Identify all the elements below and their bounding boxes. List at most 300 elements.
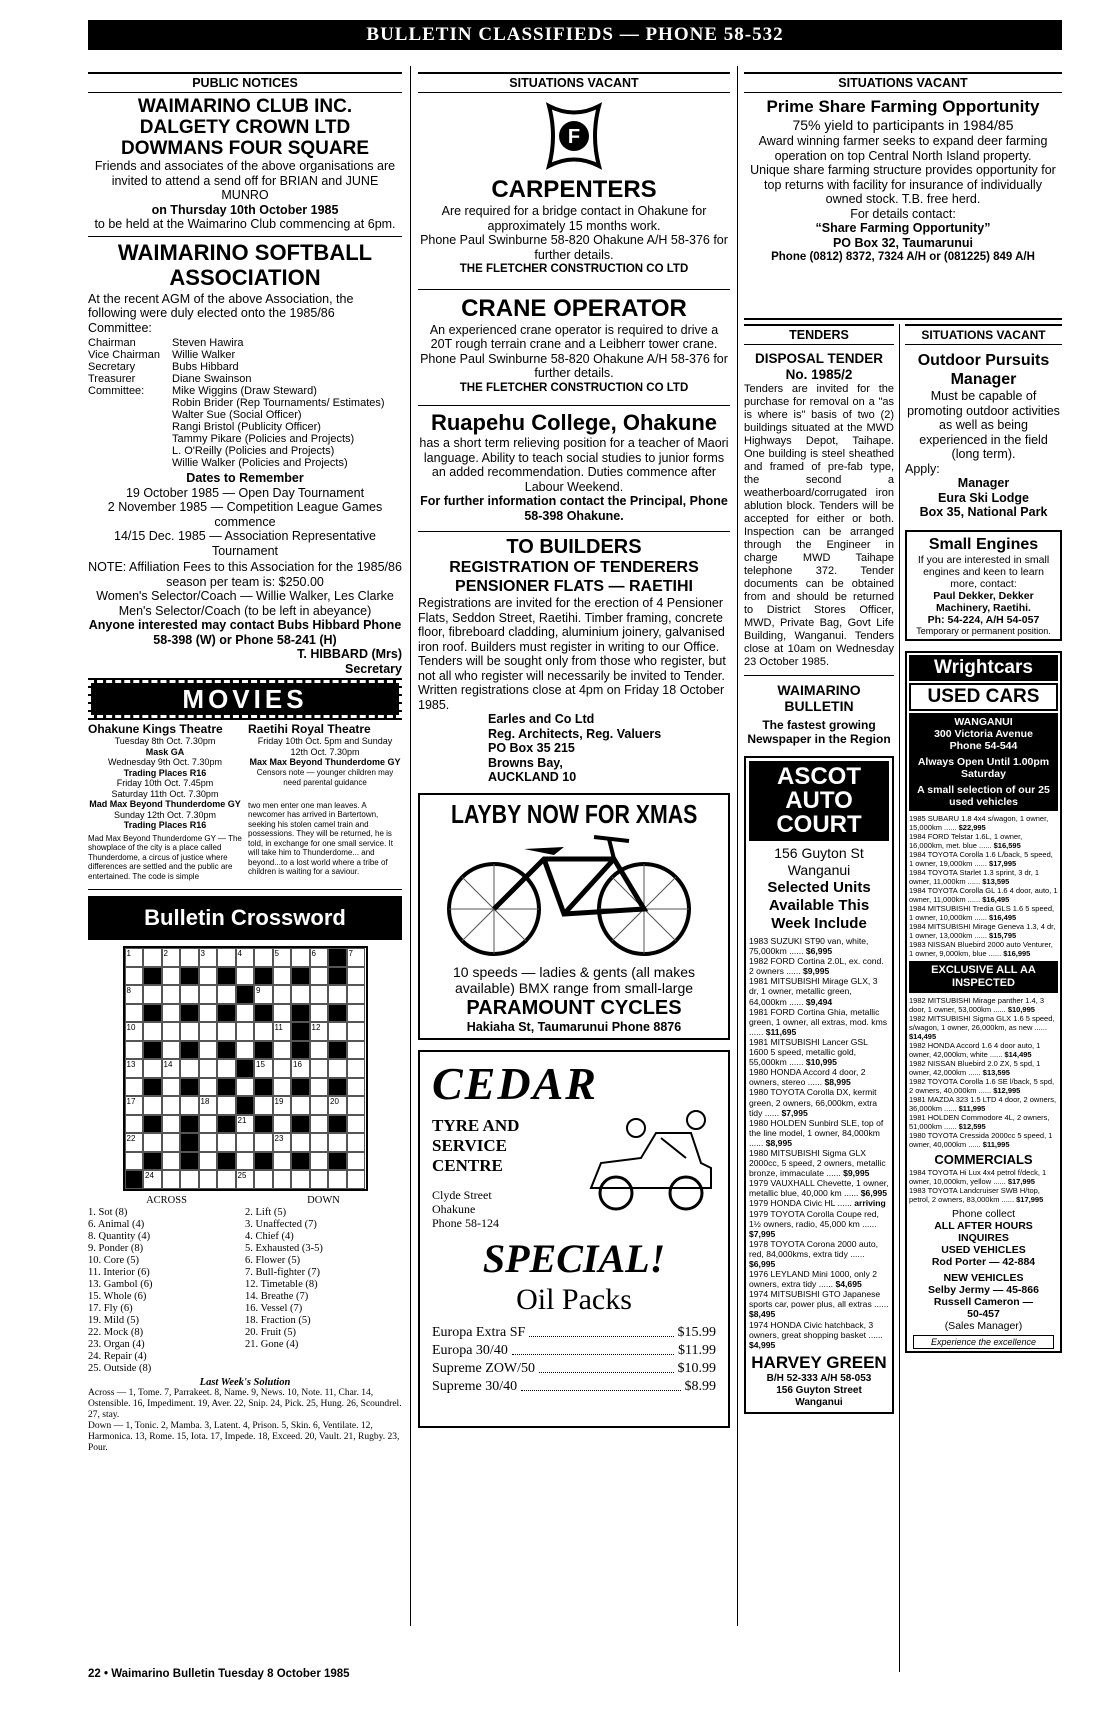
officer-role [88,445,172,457]
crossword-cell [143,948,162,967]
date-2: 2 November 1985 — Competition League Games commence [107,500,383,529]
crossword-cell [217,1133,236,1152]
car-listing: 1984 TOYOTA Corolla 1.6 L/back, 5 speed, 1 owner, 19,000km ...... $17,995 [909,850,1053,868]
crossword-cell [347,1041,366,1060]
car-description: 1982 NISSAN Bluebird 2.0 ZX, 5 spd, 1 owner, 42,000km [909,1059,1041,1077]
crossword-cell [180,1059,199,1078]
crossword-block [236,1059,255,1078]
column-divider [410,66,411,1626]
crossword-cell [347,967,366,986]
ad-note: Temporary or permanent position. [916,625,1051,636]
vintage-car-illustration [581,1108,716,1218]
crossword-block [291,1115,310,1134]
car-listing: 1976 LEYLAND Mini 1000, only 2 owners, extra tidy ...... $4,695 [749,1269,878,1290]
crane-operator-ad [418,295,730,396]
wrightcars-inspected-list [909,996,1058,1149]
crossword-cell [125,1078,144,1097]
crossword-cell [347,948,366,967]
officer-row [88,445,402,457]
crossword-cell [162,1096,181,1115]
ad-deadline: Written registrations close at 4pm on Friday 18 October 1985. [418,683,725,712]
crossword-cell [199,1133,218,1152]
crossword-cell [254,1059,273,1078]
crossword-number: 16 [293,1060,302,1069]
crossword-cell [310,1096,329,1115]
officer-row [88,457,402,469]
opening-hours: Always Open Until 1.00pm Saturday [917,756,1050,780]
down-heading: DOWN [307,1194,340,1206]
crossword-cell [347,1022,366,1041]
crossword-cell [125,985,144,1004]
crossword-number: 24 [145,1171,154,1180]
crossword-number: 19 [274,1097,284,1106]
car-listing: 1982 HONDA Accord 1.6 4 door auto, 1 owner, 42,000km, white ...... $14,495 [909,1041,1041,1059]
car-listing: 1979 HONDA Civic HL ...... arriving [749,1198,886,1209]
crossword-block [180,1004,199,1023]
contact-line: Selby Jermy — 45-866 [928,1284,1039,1296]
across-clue: 10. Core (5) [88,1254,140,1266]
dealer-name: HARVEY GREEN [751,1352,887,1372]
car-listing: 1981 MITSUBISHI Mirage GLX, 3 dr, 1 owner, metallic green, 64,000km ...... $9,494 [749,976,878,1007]
car-listing: 1974 MITSUBISHI GTO Japanese sports car, power plus, all extras ...... $8,495 [749,1289,889,1320]
crossword-cell [199,1170,218,1189]
car-listing: 1981 MITSUBISHI Lancer GSL 1600 5 speed, metallic gold, 55,000km ...... $10,995 [749,1036,868,1068]
fletcher-logo [418,101,730,176]
car-description: 1980 TOYOTA Cressida 2000cc 5 speed, 1 owner, 40,000km [909,1131,1053,1149]
crossword-cell [328,985,347,1004]
car-price: $12,995 [993,1086,1021,1095]
car-listing: 1983 SUZUKI ST90 van, white, 75,000km ...... $6,995 [749,936,869,957]
car-price: $9,995 [802,966,830,977]
crossword-block [180,1152,199,1171]
car-listing: 1980 HONDA Accord 4 door, 2 owners, stereo ...... $8,995 [749,1067,866,1088]
car-description: 1981 HOLDEN Commodore 4L, 2 owners, 51,000km [909,1113,1050,1131]
car-price: $11,695 [765,1026,797,1037]
car-description: 1984 MITSUBISHI Mirage Geneva 1.3, 4 dr, 1 owner, 13,000km [909,922,1056,940]
across-clue: 17. Fly (6) [88,1302,133,1314]
wrightcars-list [909,814,1058,958]
car-listing: 1981 HOLDEN Commodore 4L, 2 owners, 51,000km ...... $12,595 [909,1113,1050,1131]
crossword-block [125,1170,144,1189]
ad-heading: Selected Units Available This Week Include [767,879,871,932]
car-price: $6,995 [805,946,833,957]
car-description: 1981 MAZDA 323 1.5 LTD 4 door, 2 owners, 36,000km [909,1095,1057,1113]
car-description: 1979 HONDA Civic HL [749,1198,836,1209]
car-listing: 1984 MITSUBISHI Mirage Geneva 1.3, 4 dr, 1 owner, 13,000km ...... $15,795 [909,922,1056,940]
down-clue: 7. Bull-fighter (7) [245,1266,320,1278]
showtime: Wednesday 9th Oct. 7.30pm [108,757,222,767]
crossword-number: 5 [274,949,279,958]
officer-row [88,409,402,421]
crossword-number: 11 [274,1023,283,1032]
commercials-heading: COMMERCIALS [934,1152,1033,1167]
wrightcars-commercials-list [909,1168,1058,1204]
ad-title: CRANE OPERATOR [461,294,687,322]
crossword-cell [180,1096,199,1115]
ad-title: Small Engines [928,535,1039,553]
ad-subtitle: REGISTRATION OF TENDERERS [449,559,699,576]
officer-name: Rangi Bristol (Publicity Officer) [172,421,321,433]
car-price: $16,495 [989,913,1017,922]
shop-name: PARAMOUNT CYCLES [466,996,682,1019]
solution-across: Across — 1, Tome. 7, Parrakeet. 8, Name. 9, News. 10, Note. 11, Char. 14, Ostensible. 16, Impediment. 19, Aver. 22, Snip. 24, Pick. 25, Hung. 26, Scoundrel. 27, stay. [88,1387,402,1420]
crossword-cell [199,1078,218,1097]
ohakune-theatre [88,722,242,881]
car-price: $13,595 [982,877,1010,886]
crossword-section [88,889,402,1454]
crossword-block [217,1078,236,1097]
ad-address: Manager [957,476,1010,490]
crossword-number: 25 [237,1171,247,1180]
theatre-name: Ohakune Kings Theatre [88,722,223,736]
film-title: Mad Max Beyond Thunderdome GY [89,799,241,809]
car-description: 1980 HONDA Accord 4 door, 2 owners, stereo [749,1067,866,1088]
crossword-number: 15 [256,1060,265,1069]
crossword-number: 20 [330,1097,339,1106]
car-price: $9,995 [843,1168,870,1179]
car-price: $10,995 [1007,1005,1035,1014]
car-description: 1979 TOYOTA Corolla Coupe red, 1½ owners, radio, 45,000 km [749,1208,879,1229]
car-description: 1984 TOYOTA Starlet 1.3 sprint, 3 dr, 1 owner, 11,000km [909,868,1040,886]
dealer-city: WANGANUI [954,716,1013,728]
crossword-cell [125,1041,144,1060]
situations-vacant-column [418,72,730,1632]
car-listing: 1974 HONDA Civic hatchback, 3 owners, great shopping basket ...... $4,995 [749,1319,883,1350]
oil-name: Europa 30/40 [432,1343,508,1358]
down-clue: 14. Breathe (7) [245,1290,309,1302]
signatory: T. HIBBARD (Mrs) [297,647,402,661]
ad-contact: For further information contact the Principal, Phone 58-398 Ohakune. [420,494,728,523]
crossword-cell [217,1170,236,1189]
crossword-cell [254,985,273,1004]
crossword-block [143,967,162,986]
crossword-block [180,1133,199,1152]
crossword-cell [199,948,218,967]
crossword-cell [347,1133,366,1152]
club-title-2: DALGETY CROWN LTD [139,117,351,138]
car-price: $8,995 [765,1137,793,1148]
crossword-block [143,1078,162,1097]
right-sub-column [905,324,1062,1353]
officer-role [88,433,172,445]
ad-subtitle: TYRE AND [432,1116,520,1135]
car-price: $8,995 [824,1077,851,1088]
crossword-cell [236,1170,255,1189]
officer-role: Chairman [88,337,136,349]
crossword-cell [310,1115,329,1134]
showtime: Saturday 11th Oct. 7.30pm [111,788,219,799]
car-description: 1974 MITSUBISHI GTO Japanese sports car, power plus, all extras [749,1289,881,1310]
oil-price-row [432,1342,716,1360]
raetihi-theatre [248,722,402,881]
crossword-cell [217,948,236,967]
fees-note: NOTE: Affiliation Fees to this Association for the 1985/86 season per team is: $250.00 [88,560,402,589]
page-header: BULLETIN CLASSIFIEDS — PHONE 58-532 [88,20,1062,50]
car-price: $17,995 [1007,1177,1035,1186]
theatre-name: Raetihi Royal Theatre [248,722,371,736]
car-description: 1982 HONDA Accord 1.6 4 door auto, 1 owner, 42,000km, white [909,1041,1041,1059]
crossword-block [328,1041,347,1060]
contact-line: USED VEHICLES [941,1244,1026,1256]
showtime: Sunday 12th Oct. 7.30pm [113,809,217,820]
crossword-cell [273,1152,292,1171]
crossword-cell [310,1152,329,1171]
across-clue: 19. Mild (5) [88,1314,140,1326]
car-listing: 1982 MITSUBISHI Mirage panther 1.4, 3 door, 1 owner, 53,000km ...... $10,995 [909,996,1045,1014]
car-listing: 1983 NISSAN Bluebird 2000 auto Venturer, 1 owner, 9,000km, blue ...... $16,995 [909,940,1053,958]
promo-tagline: The fastest growing Newspaper in the Region [747,718,891,746]
oil-price: $15.99 [677,1325,716,1340]
crossword-cell [310,1133,329,1152]
crossword-cell [162,948,181,967]
crossword-cell [125,1133,144,1152]
car-description: 1984 MITSUBISHI Tredia GLS 1.6 5 speed, 1 owner, 10,000km [909,904,1055,922]
softball-title: WAIMARINO SOFTBALL ASSOCIATION [117,239,373,290]
crossword-block [328,967,347,986]
crossword-cell [273,1022,292,1041]
shop-address: Hakiaha St, Taumarunui Phone 8876 [466,1019,682,1034]
car-description: 1980 MITSUBISHI Sigma GLX 2000cc, 5 speed, 2 owners, metallic bronze, immaculate [749,1147,886,1179]
ad-body: 10 speeds — ladies & gents (all makes available) BMX range from small-large [452,963,695,996]
signatory-title: Secretary [345,661,402,676]
crossword-cell [273,1096,292,1115]
crossword-block [143,1041,162,1060]
contact-line: (Sales Manager) [944,1320,1023,1332]
car-listing: 1980 HOLDEN Sunbird SLE, top of the line model, 1 owner, 84,000km ...... $8,995 [749,1117,884,1148]
crossword-cell [162,985,181,1004]
crossword-cell [310,967,329,986]
car-price: $4,695 [835,1279,862,1290]
crossword-block [254,1152,273,1171]
officer-name: Robin Brider (Rep Tournaments/ Estimates) [172,397,385,409]
contact-line: Russell Cameron — [933,1296,1034,1308]
crossword-cell [254,1170,273,1189]
car-price: arriving [854,1198,886,1209]
ad-phone: Ph: 54-224, A/H 54-057 [927,613,1040,626]
oil-price: $11.99 [678,1343,716,1358]
car-listing: 1980 TOYOTA Cressida 2000cc 5 speed, 1 owner, 40,000km ...... $11,995 [909,1131,1053,1149]
ad-address: Reg. Architects, Reg. Valuers [488,726,662,741]
car-listing: 1981 FORD Cortina Ghia, metallic green, 1 owner, all extras, mod. kms ...... $11,695 [749,1006,888,1037]
crossword-cell [273,1170,292,1189]
ad-contact: Phone Paul Swinburne 58-820 Ohakune A/H 58-376 for further details. [420,233,728,262]
crossword-cell [328,1096,347,1115]
crossword-number: 21 [237,1115,247,1125]
crossword-cell [291,1133,310,1152]
officer-role: Vice Chairman [88,349,160,361]
car-description: 1984 TOYOTA Corolla 1.6 L/back, 5 speed, 1 owner, 19,000km [909,850,1053,868]
crossword-cell [199,1004,218,1023]
crossword-block [217,1152,236,1171]
softball-contact: Anyone interested may contact Bubs Hibbard Phone 58-398 (W) or Phone 58-241 (H) [88,618,402,647]
crossword-cell [236,1115,255,1134]
car-price: $11,995 [982,1140,1010,1149]
crossword-block [328,1152,347,1171]
crossword-cell [125,1096,144,1115]
car-listing: 1983 TOYOTA Landcruiser SWB H/top, petrol, 2 owners, 83,000km ...... $17,995 [909,1186,1044,1204]
ad-address: PO Box 32, Taumarunui [832,235,974,250]
date-3: 14/15 Dec. 1985 — Association Representative Tournament [114,529,376,558]
solution-title: Last Week's Solution [199,1376,291,1388]
ad-address: AUCKLAND 10 [488,770,577,784]
across-clue: 25. Outside (8) [88,1362,152,1374]
film-title: Max Max Beyond Thunderdome GY [249,757,401,767]
ad-address: Browns Bay, [488,755,563,770]
car-price: $6,995 [860,1188,888,1199]
situations-vacant-heading-2: SITUATIONS VACANT [744,72,1062,93]
crossword-cell [310,1022,329,1041]
club-title-3: DOWMANS FOUR SQUARE [120,138,370,159]
crossword-cell [254,1096,273,1115]
bicycle-image [424,829,714,959]
club-title: WAIMARINO CLUB INC. [137,96,353,117]
car-price: $7,995 [749,1228,776,1239]
crossword-block [217,1041,236,1060]
share-farming-ad [744,93,1062,265]
ad-title: CEDAR [432,1058,598,1109]
car-description: 1984 TOYOTA Corolla GL 1.6 4 door, auto, 1 owner, 11,000km [909,886,1058,904]
situations-vacant-heading: SITUATIONS VACANT [418,72,730,93]
ad-title: CARPENTERS [491,176,657,203]
car-price: $10,995 [805,1057,837,1068]
crossword-block [291,1078,310,1097]
crossword-cell [291,985,310,1004]
car-listing: 1978 TOYOTA Corona 2000 auto, red, 84,000kms, extra tidy ...... $6,995 [749,1238,878,1269]
oil-price-row [432,1360,716,1378]
across-clue: 11. Interior (6) [88,1266,150,1278]
officer-row [88,433,402,445]
crossword-cell [162,1022,181,1041]
dealer-address: 156 Guyton Street [776,1384,862,1396]
crossword-block [291,967,310,986]
officer-name: Diane Swainson [172,373,252,385]
down-clue: 18. Fraction (5) [245,1314,311,1326]
across-clue: 23. Organ (4) [88,1338,145,1350]
showtime: Friday 10th Oct. 5pm and Sunday 12th Oct. 7.30pm [257,736,393,757]
movies-section [88,680,402,881]
crossword-cell [180,1022,199,1041]
down-clue: 20. Fruit (5) [245,1326,297,1338]
crossword-block [180,967,199,986]
crossword-cell [236,967,255,986]
crossword-cell [291,948,310,967]
ad-phone: Phone 58-124 [432,1216,499,1230]
crossword-number: 23 [274,1134,284,1143]
crossword-cell [310,948,329,967]
ad-phone: Phone (0812) 8372, 7324 A/H or (081225) 849 A/H [771,251,1035,263]
car-description: 1980 HOLDEN Sunbird SLE, top of the line model, 1 owner, 84,000km [749,1117,884,1138]
crossword-cell [236,1078,255,1097]
crossword-number: 4 [237,949,242,958]
crossword-block [328,1004,347,1023]
tender-title: DISPOSAL TENDER No. 1985/2 [754,351,884,382]
dealer-phone: B/H 52-333 A/H 58-053 [766,1372,872,1384]
womens-coach: Women's Selector/Coach — Willie Walker, Les Clarke [96,589,394,603]
across-clue: 13. Gambol (6) [88,1278,153,1290]
crossword-block [217,1115,236,1134]
crossword-grid [123,946,368,1191]
wrightcars-ad [905,651,1062,1353]
crossword-cell [162,1133,181,1152]
censor-note: Censors note — younger children may need parental guidance [256,767,394,787]
divider [744,318,1062,320]
ascot-logo-line: AUTO [785,787,853,814]
ad-body: Registrations are invited for the erection of 4 Pensioner Flats, Seddon Street, Raetihi. Timber framing, concrete floor, fibreboard cladding, aluminium joinery, galvanised iron roof. Builders must register in writing to our Office. Tenders will be sought only from those who register, but not all who register will necessarily be invited to Tender. [418,596,726,683]
across-clues [88,1195,245,1375]
crossword-cell [125,1115,144,1134]
ad-address: Earles and Co Ltd [488,712,595,726]
crossword-cell [291,1096,310,1115]
officer-name: L. O'Reilly (Policies and Projects) [172,445,335,457]
public-notices-heading: PUBLIC NOTICES [88,72,402,93]
oil-name: Europa Extra SF [432,1325,526,1340]
crossword-number: 7 [348,949,353,958]
car-description: 1982 MITSUBISHI Sigma GLX 1.6 5 speed, s/wagon, 1 owner, 26,000km, as new [909,1014,1055,1032]
crossword-cell [180,985,199,1004]
crossword-cell [162,1078,181,1097]
ad-body: Award winning farmer seeks to expand deer farming operation on top Central North Island property. [758,134,1048,163]
car-description: 1979 VAUXHALL Chevette, 1 owner, metallic blue, 40,000 km [749,1178,889,1199]
crossword-cell [236,1152,255,1171]
crossword-cell [199,1115,218,1134]
date-1: 19 October 1985 — Open Day Tournament [125,485,365,500]
car-description: 1982 FORD Cortina 2.0L, ex. cond. 2 owners [749,956,884,977]
officer-role [88,409,172,421]
crossword-cell [162,967,181,986]
down-clue: 2. Lift (5) [245,1206,287,1218]
car-price: $13,595 [982,1068,1010,1077]
crossword-cell [347,1096,366,1115]
crossword-number: 10 [126,1023,136,1032]
crossword-cell [162,1170,181,1189]
ad-address: Box 35, National Park [919,505,1048,519]
crossword-cell [273,1004,292,1023]
crossword-cell [291,1059,310,1078]
ad-body: If you are interested in small engines and keen to learn more, contact: [917,553,1050,590]
leader-dots [521,1378,680,1391]
sub-column-divider [899,324,900,1672]
officer-row [88,373,402,385]
crossword-cell [199,1059,218,1078]
contact-line: Rod Porter — 42-884 [931,1256,1036,1268]
crossword-number: 18 [200,1097,210,1106]
crossword-cell [199,1152,218,1171]
ad-body: Are required for a bridge contact in Ohakune for approximately 15 months work. [441,204,707,233]
oil-price-row [432,1378,716,1396]
oil-packs-title: Oil Packs [516,1283,632,1316]
ad-contact: Paul Dekker, Dekker Machinery, Raetihi. [933,589,1034,614]
officer-name: Willie Walker (Policies and Projects) [172,457,348,469]
car-description: 1984 TOYOTA Hi Lux 4x4 petrol f/deck, 1 owner, 10,000km, yellow [909,1168,1047,1186]
crossword-cell [347,1152,366,1171]
ad-body: Unique share farming structure provides opportunity for top returns with facility for insurance of individually owned stock. T.B. free herd. [750,163,1056,206]
car-description: 1982 MITSUBISHI Mirage panther 1.4, 3 door, 1 owner, 53,000km [909,996,1045,1014]
crossword-cell [273,1059,292,1078]
crossword-cell [162,1059,181,1078]
crossword-cell [310,1170,329,1189]
crossword-cell [236,1133,255,1152]
officer-row [88,421,402,433]
crossword-cell [143,1022,162,1041]
ad-company: THE FLETCHER CONSTRUCTION CO LTD [459,263,689,275]
crossword-cell [199,985,218,1004]
contact-line: NEW VEHICLES [943,1272,1024,1284]
crossword-number: 12 [311,1023,321,1032]
mens-coach: Men's Selector/Coach (to be left in abeyance) [118,603,372,618]
car-description: 1974 HONDA Civic hatchback, 3 owners, great shopping basket [749,1319,874,1340]
car-listing: 1979 TOYOTA Corolla Coupe red, 1½ owners, radio, 45,000 km ...... $7,995 [749,1208,879,1239]
film-title: Trading Places R16 [123,767,207,778]
